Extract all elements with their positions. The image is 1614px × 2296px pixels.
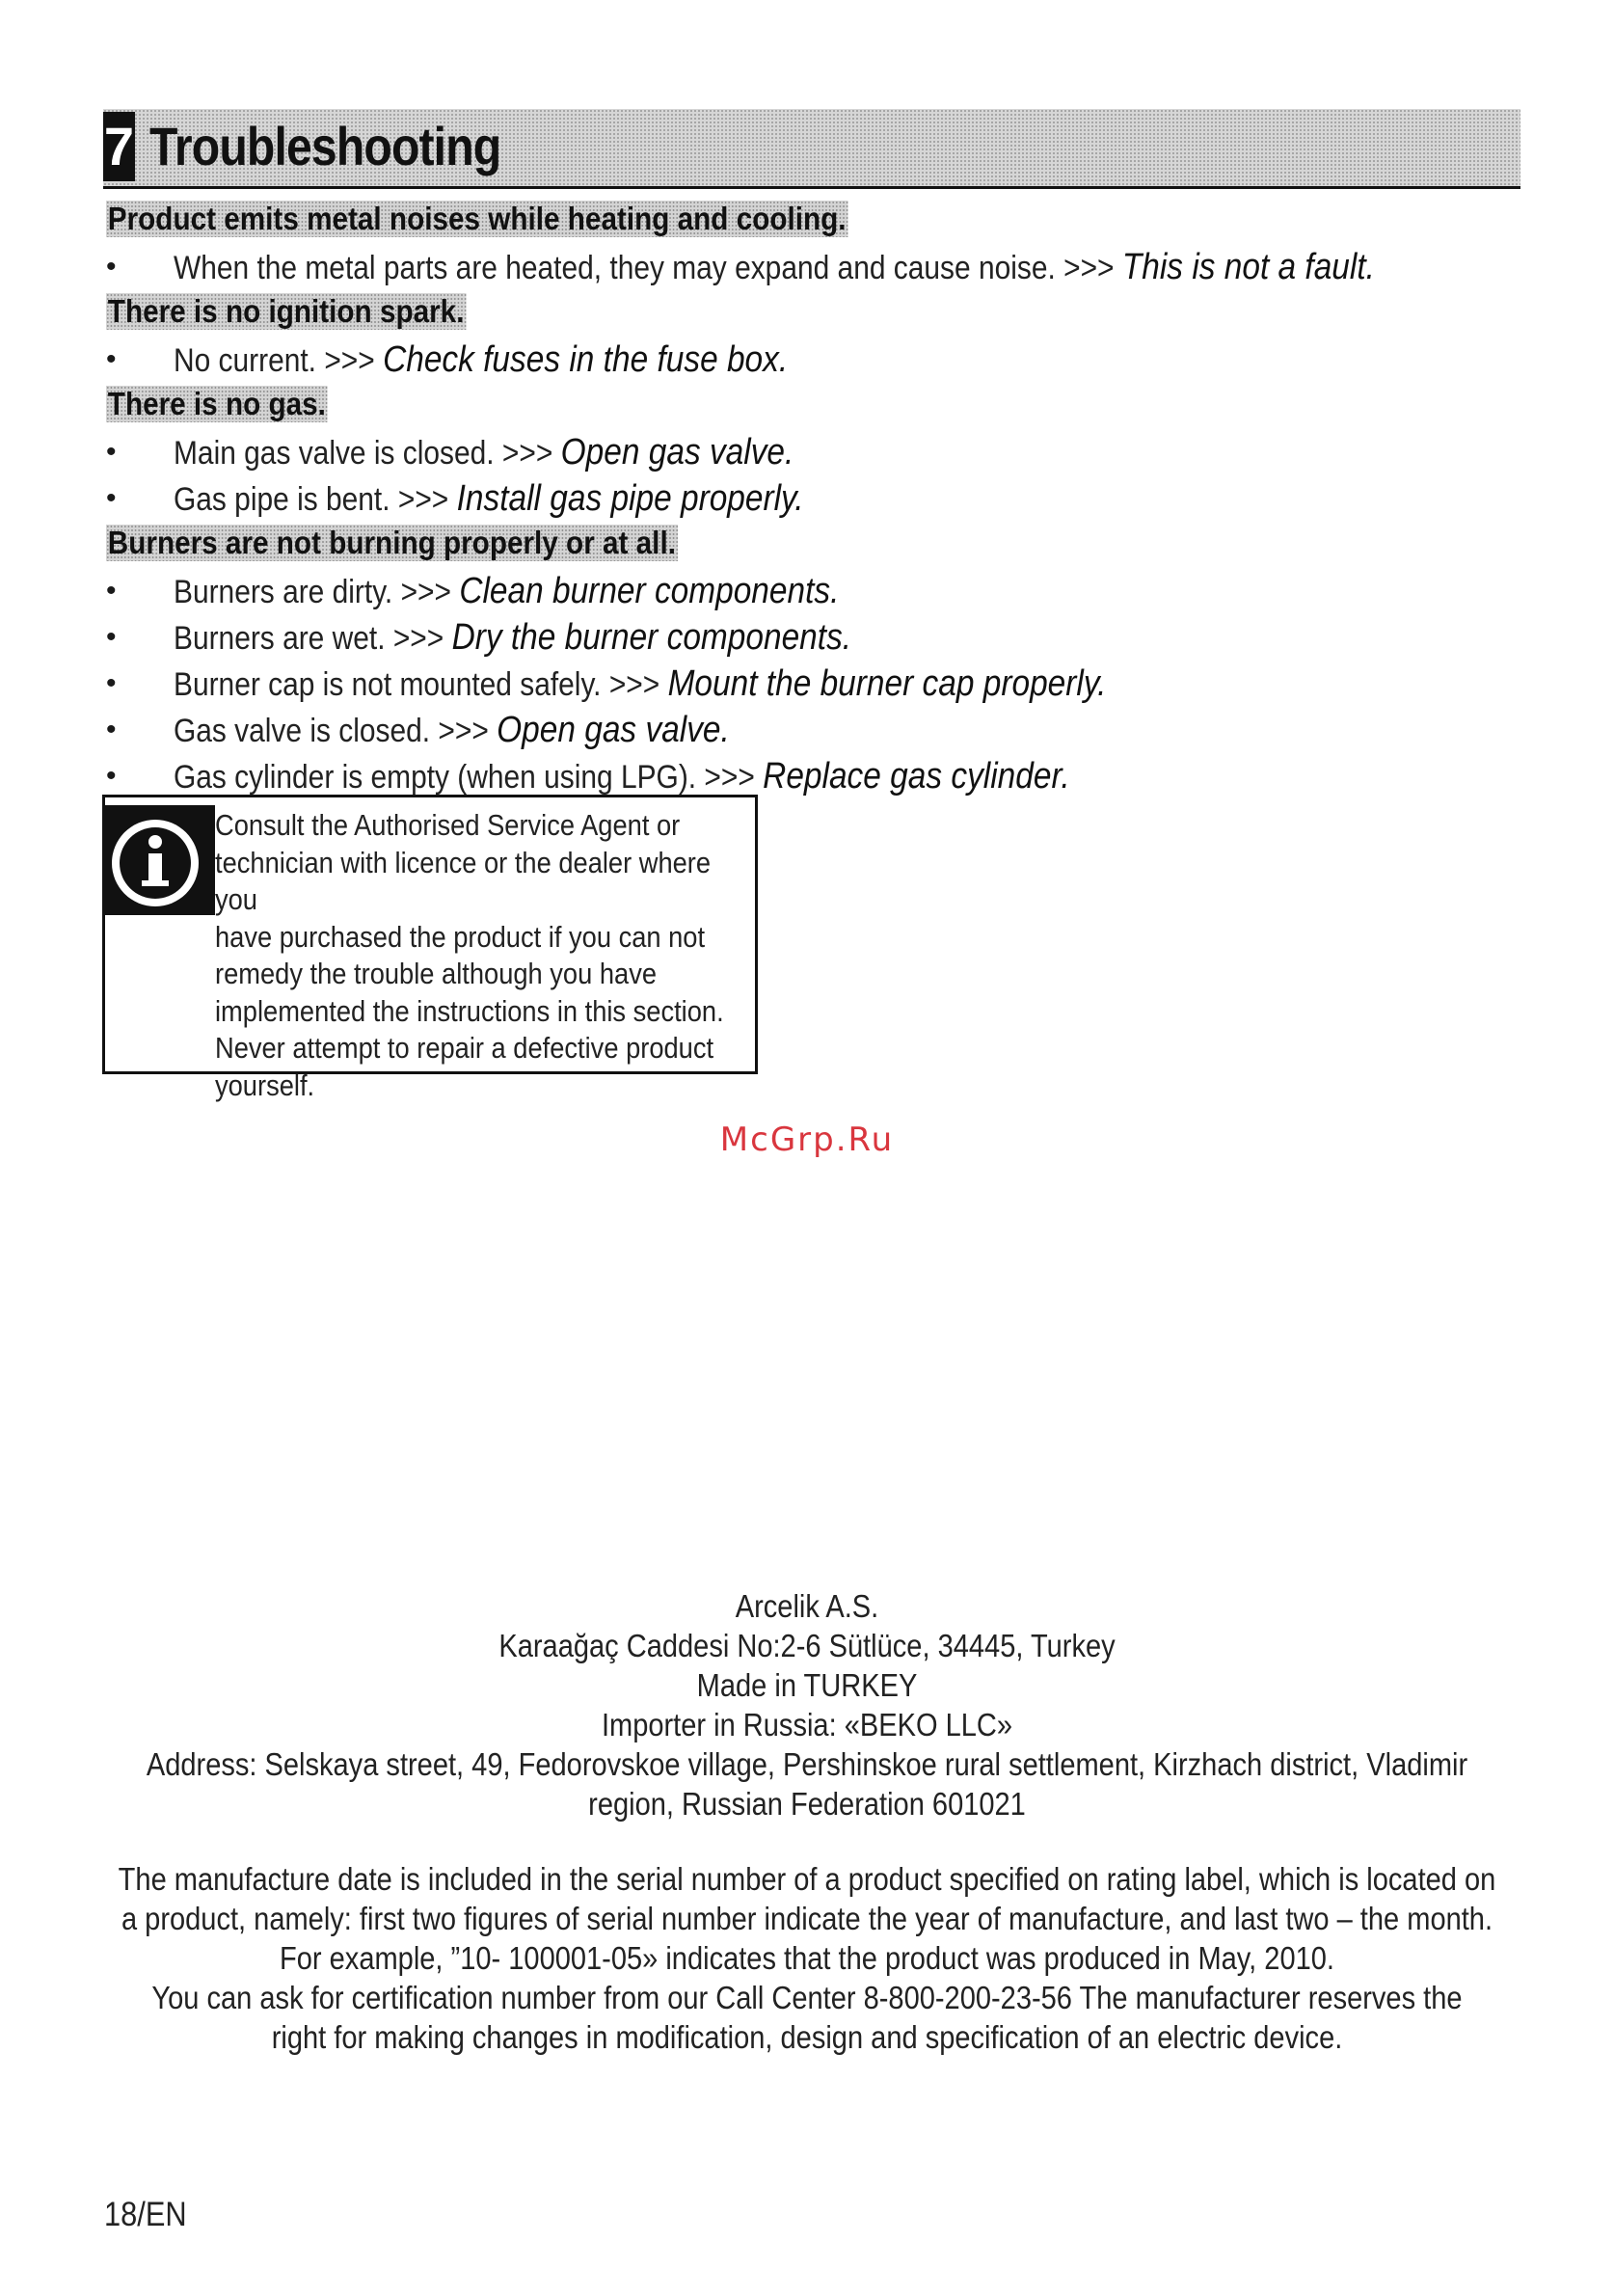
notes-line: You can ask for certification number from our Call Center 8-800-200-23-56 The manufacturer reserves the (151, 1980, 1463, 2015)
cause-text: When the metal parts are heated, they may expand and cause noise. (174, 250, 1056, 286)
remedy-text: Open gas valve. (497, 710, 730, 750)
remedy-text: Dry the burner components. (451, 617, 852, 658)
section-number: 7 (103, 112, 135, 181)
info-icon (105, 805, 215, 915)
info-note-box (102, 795, 758, 1102)
notes-line: The manufacture date is included in the serial number of a product specified on rating label, which is located on (118, 1861, 1496, 1897)
arrow-text: >>> (392, 620, 444, 657)
bullet-icon: • (106, 621, 117, 653)
cause-text: Burners are wet. (174, 620, 386, 657)
remedy-text: Clean burner components. (459, 571, 840, 611)
cause-text: Gas pipe is bent. (174, 481, 390, 518)
remedy-text: This is not a fault. (1121, 247, 1375, 287)
address-line: Made in TURKEY (696, 1667, 918, 1703)
info-note-text (215, 807, 724, 1104)
address-line: region, Russian Federation 601021 (588, 1786, 1026, 1822)
cause-text: Burners are dirty. (174, 574, 393, 610)
manufacture-date-notes (0, 1859, 1614, 2057)
info-line: Never attempt to repair a defective product (215, 1031, 714, 1065)
section-title: Troubleshooting (149, 116, 501, 176)
remedy-text: Check fuses in the fuse box. (383, 339, 789, 380)
bullet-icon: • (106, 575, 117, 607)
remedy-text: Mount the burner cap properly. (667, 663, 1107, 704)
bullet-icon: • (106, 760, 117, 792)
arrow-text: >>> (608, 666, 660, 703)
list-item-text (174, 246, 1375, 289)
list-item-text (174, 662, 1106, 706)
info-line: yourself. (215, 1067, 315, 1102)
notes-line: For example, ”10- 100001-05» indicates that the product was produced in May, 2010. (280, 1940, 1334, 1976)
info-line: Consult the Authorised Service Agent or (215, 808, 681, 842)
watermark: McGrp.Ru (719, 1121, 895, 1159)
cause-text: Main gas valve is closed. (174, 435, 495, 472)
manufacturer-address (0, 1586, 1614, 1823)
arrow-text: >>> (704, 759, 755, 796)
list-item-text (174, 477, 804, 521)
arrow-text: >>> (501, 435, 553, 472)
bullet-icon: • (106, 667, 117, 699)
problem-heading-no-ignition-spark: There is no ignition spark. (107, 293, 465, 329)
list-item-text (174, 755, 1070, 798)
address-line: Address: Selskaya street, 49, Fedorovskoe village, Pershinskoe rural settlement, Kirzhach district, Vladimir (146, 1746, 1468, 1782)
section-header (103, 109, 1520, 189)
info-line: remedy the trouble although you have (215, 957, 658, 990)
address-line: Arcelik A.S. (735, 1588, 879, 1624)
arrow-text: >>> (397, 481, 449, 518)
cause-text: No current. (174, 342, 317, 379)
info-line: implemented the instructions in this section. (215, 993, 724, 1028)
address-line: Karaağaç Caddesi No:2-6 Sütlüce, 34445, Turkey (498, 1628, 1116, 1663)
arrow-text: >>> (400, 574, 452, 610)
problem-heading-no-gas: There is no gas. (107, 386, 326, 421)
notes-line: a product, namely: first two figures of serial number indicate the year of manufacture, and last two – the month. (121, 1901, 1493, 1936)
remedy-text: Install gas pipe properly. (456, 478, 804, 519)
page-number: 18/EN (104, 2196, 187, 2233)
list-item-text (174, 338, 788, 382)
arrow-text: >>> (438, 713, 489, 749)
bullet-icon: • (106, 251, 117, 283)
info-line: technician with licence or the dealer where you (215, 845, 712, 916)
bullet-icon: • (106, 482, 117, 514)
list-item-text (174, 431, 794, 474)
bullet-icon: • (106, 343, 117, 375)
list-item-text (174, 570, 839, 613)
list-item-text (174, 616, 851, 660)
cause-text: Gas cylinder is empty (when using LPG). (174, 759, 697, 796)
cause-text: Burner cap is not mounted safely. (174, 666, 602, 703)
remedy-text: Replace gas cylinder. (763, 756, 1070, 797)
bullet-icon: • (106, 714, 117, 745)
notes-line: right for making changes in modification, design and specification of an electric device. (271, 2019, 1343, 2055)
bullet-icon: • (106, 436, 117, 468)
problem-heading-burners-not-burning: Burners are not burning properly or at all. (107, 525, 676, 560)
address-line: Importer in Russia: «BEKO LLC» (601, 1707, 1013, 1742)
cause-text: Gas valve is closed. (174, 713, 431, 749)
remedy-text: Open gas valve. (560, 432, 794, 473)
list-item-text (174, 709, 730, 752)
info-line: have purchased the product if you can not (215, 919, 706, 954)
arrow-text: >>> (1063, 250, 1115, 286)
problem-heading-metal-noises: Product emits metal noises while heating and cooling. (107, 201, 847, 236)
arrow-text: >>> (324, 342, 375, 379)
